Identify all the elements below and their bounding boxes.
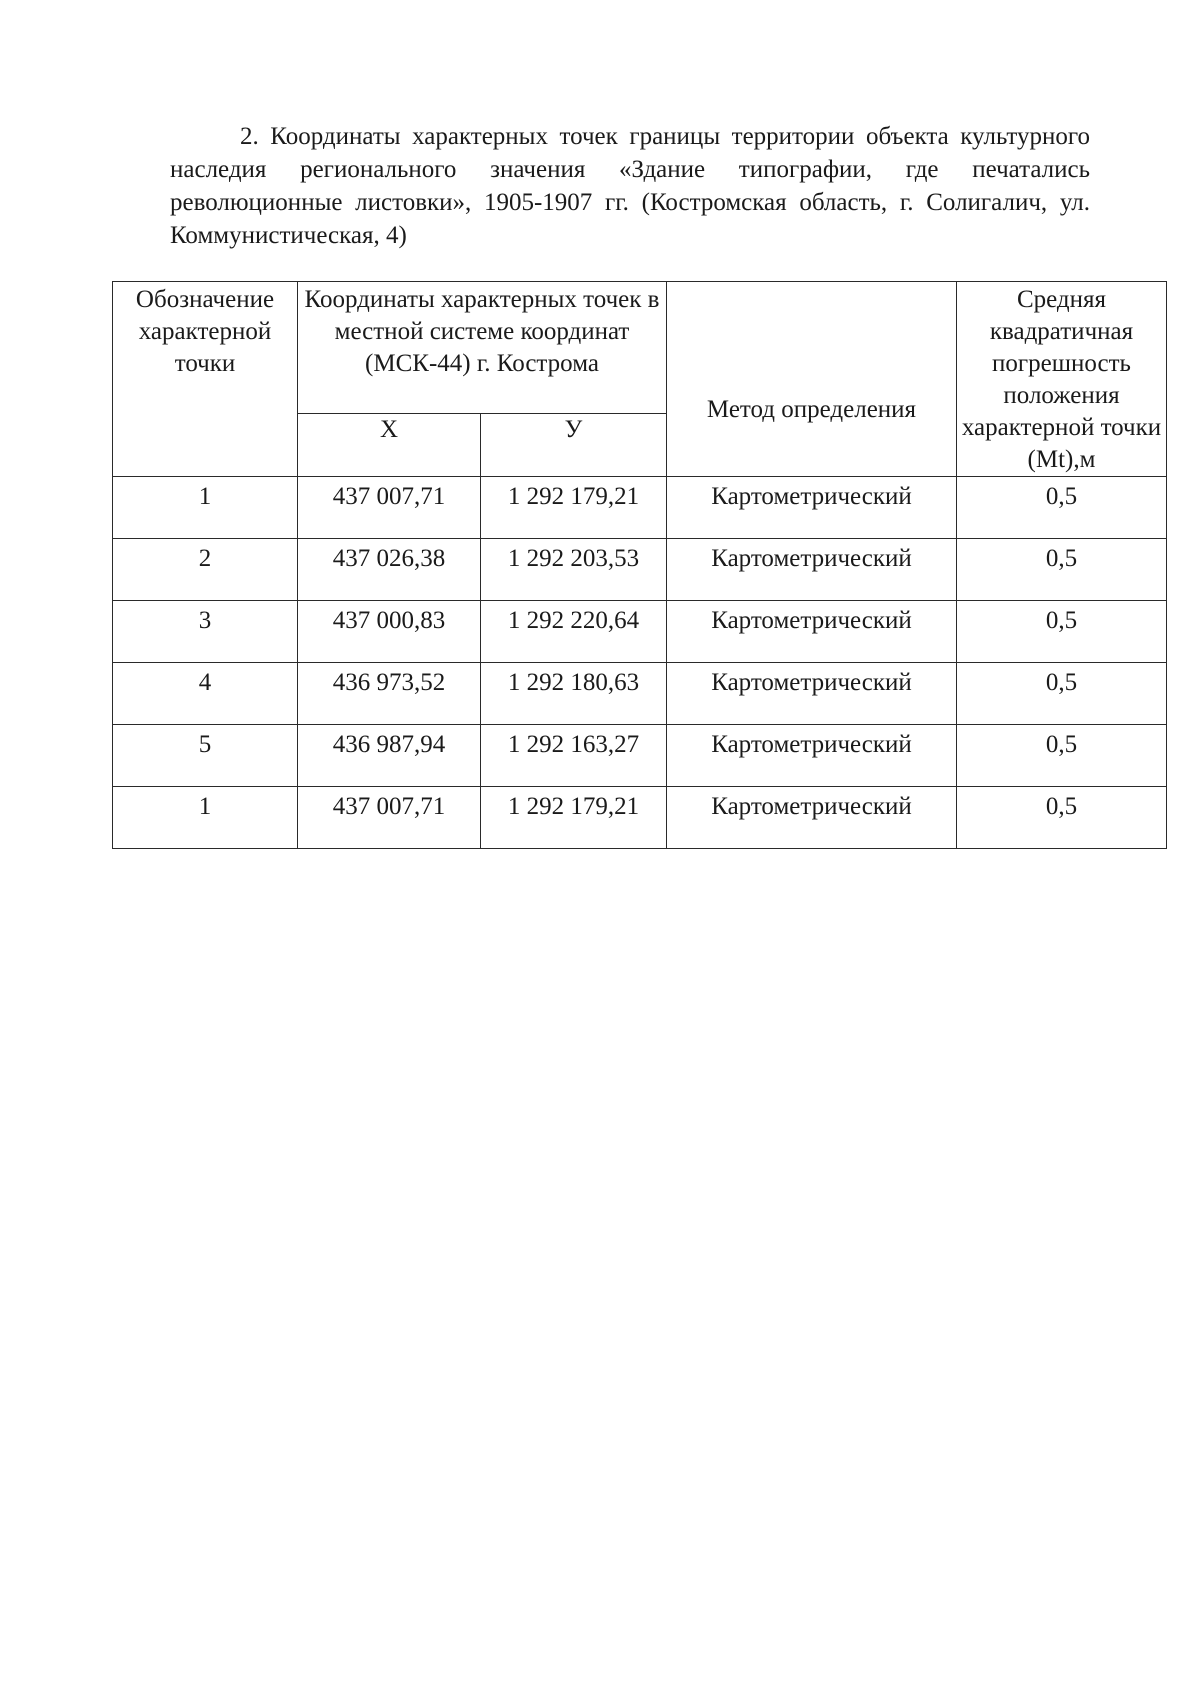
- cell-point: 1: [113, 787, 298, 849]
- table-header-row: [113, 282, 1167, 414]
- table-row: [113, 601, 1167, 663]
- cell-point: 4: [113, 663, 298, 725]
- cell-method: Картометрический: [667, 601, 957, 663]
- cell-x: 436 987,94: [298, 725, 481, 787]
- header-method: Метод определения: [667, 282, 957, 477]
- cell-error: 0,5: [957, 539, 1167, 601]
- cell-method: Картометрический: [667, 725, 957, 787]
- cell-error: 0,5: [957, 663, 1167, 725]
- cell-y: 1 292 179,21: [481, 477, 667, 539]
- header-y: У: [481, 413, 667, 476]
- table-row: [113, 787, 1167, 849]
- cell-method: Картометрический: [667, 787, 957, 849]
- cell-method: Картометрический: [667, 539, 957, 601]
- cell-method: Картометрический: [667, 663, 957, 725]
- cell-y: 1 292 179,21: [481, 787, 667, 849]
- cell-x: 437 007,71: [298, 787, 481, 849]
- cell-error: 0,5: [957, 725, 1167, 787]
- cell-y: 1 292 180,63: [481, 663, 667, 725]
- coordinates-table: [112, 281, 1167, 849]
- cell-point: 5: [113, 725, 298, 787]
- cell-x: 437 007,71: [298, 477, 481, 539]
- intro-paragraph: 2. Координаты характерных точек границы территории объекта культурного наследия регионального значения «Здание типографии, где печатались революционные листовки», 1905-1907 гг. (Костромская область, г. Солигалич, ул. Коммунистическая, 4): [170, 123, 1090, 249]
- header-point-designation: Обозначение характерной точки: [113, 282, 298, 477]
- cell-y: 1 292 203,53: [481, 539, 667, 601]
- cell-error: 0,5: [957, 601, 1167, 663]
- cell-point: 3: [113, 601, 298, 663]
- cell-point: 2: [113, 539, 298, 601]
- cell-method: Картометрический: [667, 477, 957, 539]
- header-x: Х: [298, 413, 481, 476]
- cell-error: 0,5: [957, 787, 1167, 849]
- header-mean-error: Средняя квадратичная погрешность положения характерной точки (Mt),м: [957, 282, 1167, 477]
- cell-point: 1: [113, 477, 298, 539]
- table-row: [113, 725, 1167, 787]
- cell-y: 1 292 163,27: [481, 725, 667, 787]
- cell-x: 436 973,52: [298, 663, 481, 725]
- cell-error: 0,5: [957, 477, 1167, 539]
- table-row: [113, 539, 1167, 601]
- cell-x: 437 026,38: [298, 539, 481, 601]
- table-row: [113, 477, 1167, 539]
- cell-x: 437 000,83: [298, 601, 481, 663]
- header-coordinates: Координаты характерных точек в местной системе координат (МСК-44) г. Кострома: [298, 282, 667, 414]
- table-row: [113, 663, 1167, 725]
- cell-y: 1 292 220,64: [481, 601, 667, 663]
